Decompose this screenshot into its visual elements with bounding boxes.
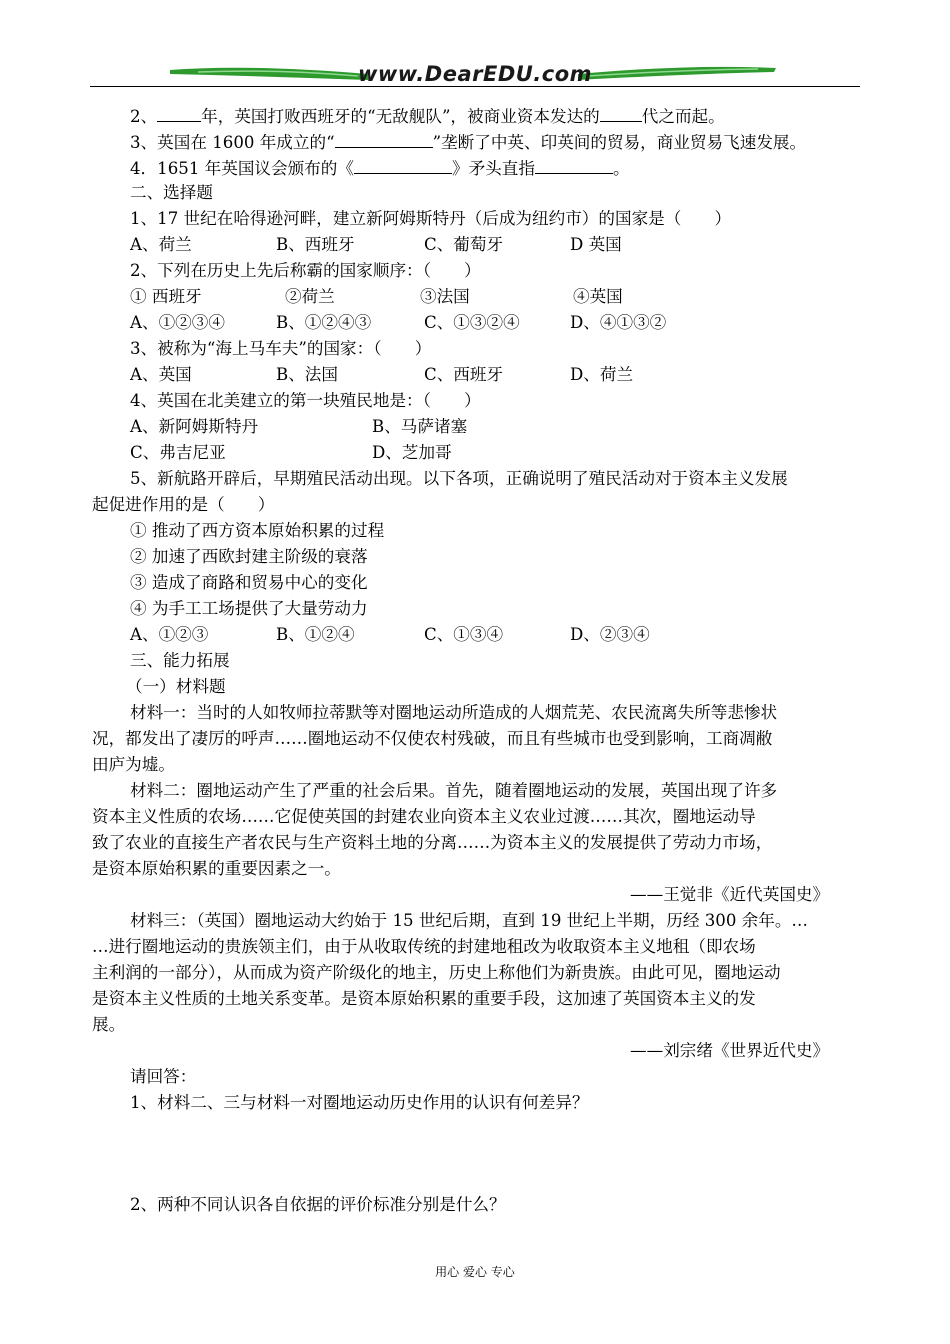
choice-q2-option-b[interactable]: B、①②④③	[276, 313, 372, 332]
choice-q5-option-c[interactable]: C、①③④	[424, 625, 504, 644]
material-3-line: 主利润的一部分），从而成为资产阶级化的地主，历史上称他们为新贵族。由此可见，圈地运动	[92, 963, 781, 982]
answer-blank[interactable]	[354, 156, 452, 174]
choice-q5-stem-cont: 起促进作用的是（ ）	[92, 495, 275, 514]
choice-q2-item: ④英国	[573, 287, 623, 306]
fill-question-4: 4．1651 年英国议会颁布的《 》矛头直指 。	[130, 156, 630, 180]
choice-q4-option-b[interactable]: B、马萨诸塞	[372, 417, 468, 436]
choice-q5-item: ④ 为手工工场提供了大量劳动力	[130, 599, 368, 618]
open-question-2: 2、两种不同认识各自依据的评价标准分别是什么？	[130, 1195, 506, 1214]
choice-q3-option-b[interactable]: B、法国	[276, 365, 338, 384]
choice-q5-item: ② 加速了西欧封建主阶级的衰落	[130, 547, 368, 566]
section-title-choice: 二、选择题	[130, 183, 213, 202]
choice-q5-item: ③ 造成了商路和贸易中心的变化	[130, 573, 368, 592]
choice-q1-option-b[interactable]: B、西班牙	[276, 235, 355, 254]
choice-q5-stem: 5、新航路开辟后，早期殖民活动出现。以下各项，正确说明了殖民活动对于资本主义发展	[130, 469, 788, 488]
choice-q2-item: ③法国	[420, 287, 470, 306]
open-question-1: 1、材料二、三与材料一对圈地运动历史作用的认识有何差异？	[130, 1093, 589, 1112]
choice-q2-option-c[interactable]: C、①③②④	[424, 313, 520, 332]
choice-q4-option-c[interactable]: C、弗吉尼亚	[130, 443, 226, 462]
choice-q1-option-a[interactable]: A、荷兰	[130, 235, 192, 254]
fill-question-2: 2、 年，英国打败西班牙的“无敌舰队”，被商业资本发达的 代之而起。	[130, 104, 725, 128]
answer-blank[interactable]	[335, 130, 433, 148]
choice-q3-option-a[interactable]: A、英国	[130, 365, 192, 384]
choice-q1-option-c[interactable]: C、葡萄牙	[424, 235, 504, 254]
logo-text: www.DearEDU.com	[357, 62, 593, 86]
choice-q5-option-a[interactable]: A、①②③	[130, 625, 209, 644]
choice-q1-stem: 1、17 世纪在哈得逊河畔，建立新阿姆斯特丹（后成为纽约市）的国家是（ ）	[130, 209, 732, 228]
material-2-source: ——王觉非《近代英国史》	[630, 885, 830, 904]
answer-blank[interactable]	[600, 104, 642, 122]
material-3-line: 展。	[92, 1015, 126, 1034]
material-3-line: 材料三：（英国）圈地运动大约始于 15 世纪后期，直到 19 世纪上半期，历经 300 余年。…	[130, 911, 809, 930]
material-3-source: ——刘宗绪《世界近代史》	[630, 1041, 830, 1060]
choice-q2-option-d[interactable]: D、④①③②	[570, 313, 667, 332]
material-1-line: 况，都发出了凄厉的呼声……圈地运动不仅使农村残破，而且有些城市也受到影响，工商凋敝	[92, 729, 773, 748]
fill-question-3: 3、英国在 1600 年成立的“ ”垄断了中英、印英间的贸易，商业贸易飞速发展。	[130, 130, 806, 154]
answer-prompt: 请回答：	[130, 1067, 197, 1086]
choice-q2-item: ① 西班牙	[130, 287, 202, 306]
choice-q2-stem: 2、下列在历史上先后称霸的国家顺序：（ ）	[130, 261, 481, 280]
section-title-extension: 三、能力拓展	[130, 651, 230, 670]
choice-q2-item: ②荷兰	[285, 287, 335, 306]
choice-q4-stem: 4、英国在北美建立的第一块殖民地是：（ ）	[130, 391, 481, 410]
material-3-line: 是资本主义性质的土地关系变革。是资本原始积累的重要手段，这加速了英国资本主义的发	[92, 989, 756, 1008]
answer-blank[interactable]	[535, 156, 613, 174]
material-2-line: 材料二：圈地运动产生了严重的社会后果。首先，随着圈地运动的发展，英国出现了许多	[130, 781, 778, 800]
material-3-line: …进行圈地运动的贵族领主们，由于从收取传统的封建地租改为收取资本主义地租（即农场	[92, 937, 756, 956]
subsection-title-material: （一）材料题	[126, 677, 226, 696]
choice-q4-option-d[interactable]: D、芝加哥	[372, 443, 452, 462]
material-1-line: 田庐为墟。	[92, 755, 175, 774]
choice-q1-option-d[interactable]: D 英国	[570, 235, 622, 254]
material-2-line: 是资本原始积累的重要因素之一。	[92, 859, 341, 878]
header-rule	[90, 86, 860, 87]
choice-q3-stem: 3、被称为“海上马车夫”的国家：（ ）	[130, 339, 432, 358]
choice-q3-option-d[interactable]: D、荷兰	[570, 365, 634, 384]
choice-q5-option-d[interactable]: D、②③④	[570, 625, 650, 644]
choice-q3-option-c[interactable]: C、西班牙	[424, 365, 504, 384]
material-2-line: 致了农业的直接生产者农民与生产资料土地的分离……为资本主义的发展提供了劳动力市场，	[92, 833, 773, 852]
answer-blank[interactable]	[157, 104, 201, 122]
choice-q4-option-a[interactable]: A、新阿姆斯特丹	[130, 417, 259, 436]
choice-q5-item: ① 推动了西方资本原始积累的过程	[130, 521, 385, 540]
material-1-line: 材料一：当时的人如牧师拉蒂默等对圈地运动所造成的人烟荒芜、农民流离失所等悲惨状	[130, 703, 778, 722]
choice-q2-option-a[interactable]: A、①②③④	[130, 313, 225, 332]
material-2-line: 资本主义性质的农场……它促使英国的封建农业向资本主义农业过渡……其次，圈地运动导	[92, 807, 756, 826]
page-footer: 用心 爱心 专心	[435, 1265, 515, 1279]
choice-q5-option-b[interactable]: B、①②④	[276, 625, 355, 644]
